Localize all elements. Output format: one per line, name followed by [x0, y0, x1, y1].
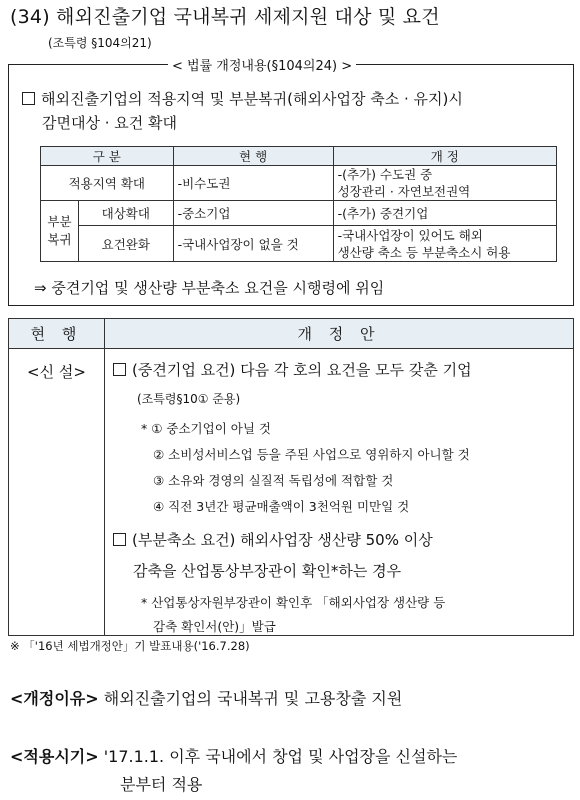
item1-reference: (조특령§10① 준용) — [137, 392, 241, 406]
table-cell-revised: -(추가) 수도권 중 성장관리 · 자연보전권역 — [333, 166, 556, 201]
table-cell-current: -국내사업장이 없을 것 — [173, 226, 333, 262]
table-cell-category: 요건완화 — [79, 226, 174, 262]
item2-note: * 산업통상자원부장관이 확인후 「해외사업장 생산량 등 — [141, 595, 446, 610]
law-summary-line: ⇒ 중견기업 및 생산량 부분축소 요건을 시행령에 위임 — [34, 279, 385, 297]
checkbox-square-icon — [113, 533, 126, 546]
law-heading-line1 — [22, 84, 463, 114]
table-header-current: 현 행 — [173, 147, 333, 166]
reason-label: <개정이유> — [10, 689, 99, 708]
apply-line — [10, 744, 457, 767]
proposal-current-cell: <신 설> — [9, 349, 105, 636]
apply-label: <적용시기> — [10, 747, 99, 766]
table-cell-revised: -국내사업장이 있어도 해외 생산량 축소 등 부분축소시 허용 — [333, 226, 556, 262]
title-reference: (조특령 §104의21) — [48, 36, 152, 50]
law-heading-line2: 감면대상 · 요건 확대 — [42, 114, 177, 132]
table-cell-category: 대상확대 — [79, 201, 174, 226]
item2-text: (부분축소 요건) 해외사업장 생산량 50% 이상 — [132, 531, 433, 549]
law-box-label: < 법률 개정내용(§104의24) > — [168, 55, 356, 74]
checkbox-square-icon — [113, 363, 126, 376]
item2-line2: 감축을 산업통상부장관이 확인*하는 경우 — [133, 562, 402, 580]
item1-heading — [113, 359, 573, 380]
item2-heading — [113, 529, 573, 550]
reason-text: 해외진출기업의 국내복귀 및 고용창출 지원 — [103, 689, 403, 708]
item1-sub: ② 소비성서비스업 등을 주된 사업으로 영위하지 아니할 것 — [153, 447, 470, 462]
footnote: ※ 「'16년 세법개정안」기 발표내용('16.7.28) — [10, 639, 250, 653]
item1-text: (중견기업 요건) 다음 각 호의 요건을 모두 갖춘 기업 — [132, 361, 472, 379]
item1-sub: ③ 소유와 경영의 실질적 독립성에 적합할 것 — [153, 473, 394, 488]
table-cell-current: -중소기업 — [173, 201, 333, 226]
proposal-revised-cell — [105, 349, 574, 636]
table-cell-category: 적용지역 확대 — [41, 166, 174, 201]
reason-line — [10, 686, 402, 709]
table-cell-current: -비수도권 — [173, 166, 333, 201]
item2-note: 감축 확인서(안)」발급 — [153, 619, 276, 634]
table-cell-revised: -(추가) 중견기업 — [333, 201, 556, 226]
item1-sub: ④ 직전 3년간 평균매출액이 3천억원 미만일 것 — [153, 499, 410, 514]
apply-text: '17.1.1. 이후 국내에서 창업 및 사업장을 신설하는 — [103, 747, 458, 766]
checkbox-square-icon — [22, 92, 35, 105]
law-heading-text: 해외진출기업의 적용지역 및 부분복귀(해외사업장 축소 · 유지)시 — [41, 90, 463, 108]
proposal-table — [8, 318, 574, 636]
law-comparison-table — [40, 146, 557, 262]
item1-sub: * ① 중소기업이 아닐 것 — [141, 421, 271, 436]
table-cell-group: 부분 복귀 — [41, 201, 79, 262]
apply-line2: 분부터 적용 — [120, 775, 203, 794]
page-title: (34) 해외진출기업 국내복귀 세제지원 대상 및 요건 — [10, 6, 440, 28]
table-header-category: 구 분 — [41, 147, 174, 166]
table-header-revised: 개 정 — [333, 147, 556, 166]
proposal-header-revised: 개 정 안 — [105, 319, 574, 349]
proposal-header-current: 현 행 — [9, 319, 105, 349]
